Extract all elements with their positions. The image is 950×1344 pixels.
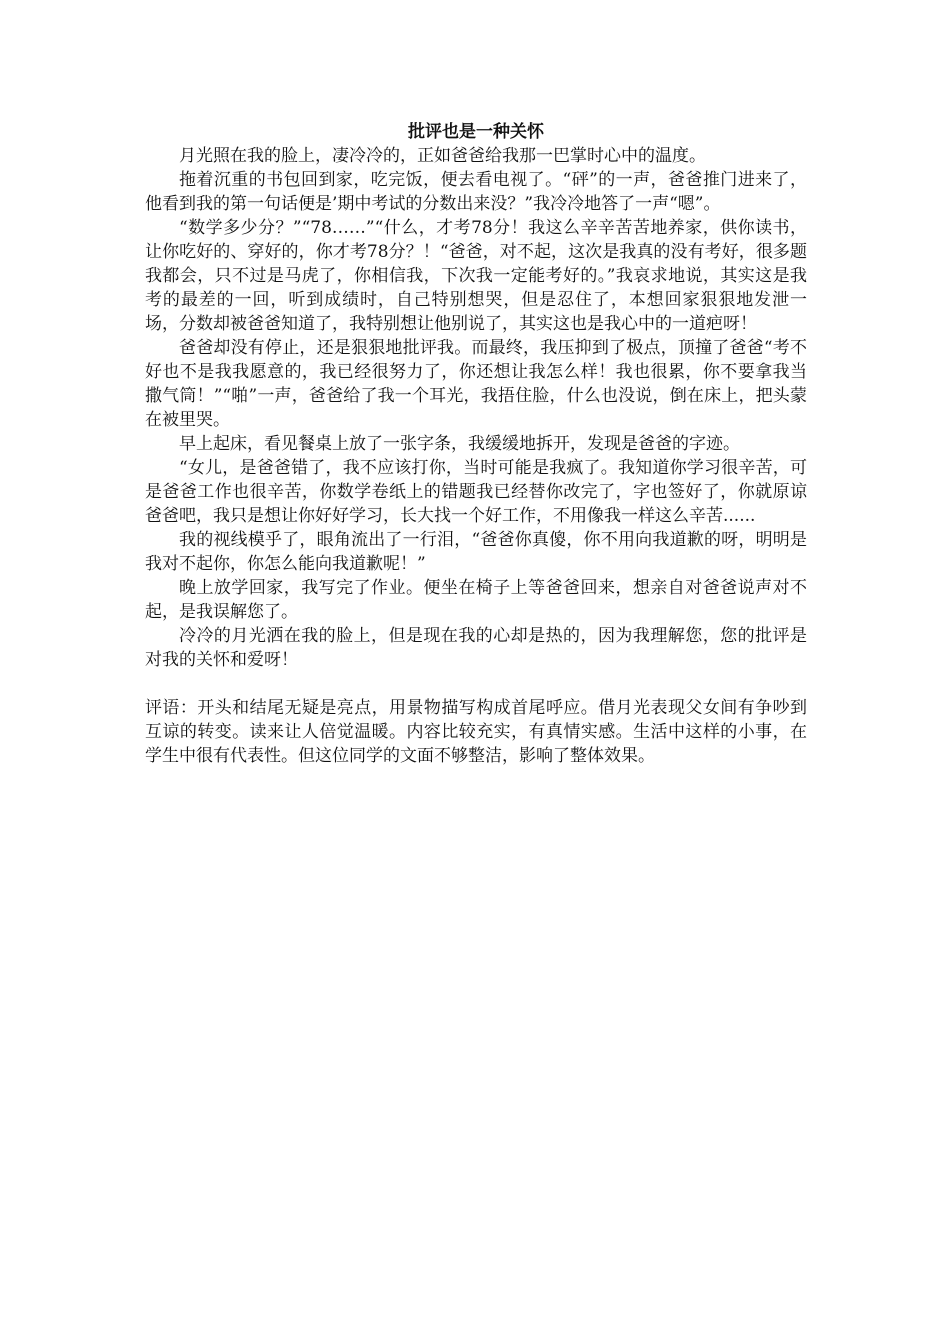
paragraph-5: 早上起床，看见餐桌上放了一张字条，我缓缓地拆开，发现是爸爸的字迹。: [179, 434, 740, 454]
document-title: 批评也是一种关怀: [408, 122, 544, 142]
paragraph-8: 晚上放学回家，我写完了作业。便坐在椅子上等爸爸回来，想亲自对爸爸说声对不起，是我误解您了。: [145, 578, 807, 622]
paragraph-2: 拖着沉重的书包回到家，吃完饭，便去看电视了。“砰”的一声，爸爸推门进来了，他看到我的第一句话便是’期中考试的分数出来没？”我冷冷地答了一声“嗯”。: [145, 170, 807, 214]
paragraph-7: 我的视线模乎了，眼角流出了一行泪，“爸爸你真傻，你不用向我道歉的呀，明明是我对不起你，你怎么能向我道歉呢！”: [145, 530, 807, 574]
teacher-comment: 评语：开头和结尾无疑是亮点，用景物描写构成首尾呼应。借月光表现父女间有争吵到互谅的转变。读来让人倍觉温暖。内容比较充实，有真情实感。生活中这样的小事，在学生中很有代表性。但这位同学的文面不够整洁，影响了整体效果。: [145, 698, 807, 766]
paragraph-4: 爸爸却没有停止，还是狠狠地批评我。而最终，我压抑到了极点，顶撞了爸爸“考不好也不是我我愿意的，我已经很努力了，你还想让我怎么样！我也很累，你不要拿我当撒气筒！”“啪”一声，爸爸给了我一个耳光，我捂住脸，什么也没说，倒在床上，把头蒙在被里哭。: [145, 338, 807, 430]
blank-line: [145, 672, 807, 696]
paragraph-9: 冷冷的月光洒在我的脸上，但是现在我的心却是热的，因为我理解您，您的批评是对我的关怀和爱呀！: [145, 626, 807, 670]
document-page: [145, 120, 807, 768]
paragraph-1: 月光照在我的脸上，凄冷冷的，正如爸爸给我那一巴掌时心中的温度。: [179, 146, 706, 166]
paragraph-6: “女儿，是爸爸错了，我不应该打你，当时可能是我疯了。我知道你学习很辛苦，可是爸爸工作也很辛苦，你数学卷纸上的错题我已经替你改完了，字也签好了，你就原谅爸爸吧，我只是想让你好好学习，长大找一个好工作，不用像我一样这么辛苦......: [145, 458, 807, 526]
paragraph-3: “数学多少分？”“78……”“什么，才考78分！我这么辛辛苦苦地养家，供你读书，让你吃好的、穿好的，你才考78分？！“爸爸，对不起，这次是我真的没有考好，很多题我都会，只不过是马虎了，你相信我，下次我一定能考好的。”我哀求地说，其实这是我考的最差的一回，听到成绩时，自己特别想哭，但是忍住了，本想回家狠狠地发泄一场，分数却被爸爸知道了，我特别想让他别说了，其实这也是我心中的一道疤呀！: [145, 218, 807, 334]
